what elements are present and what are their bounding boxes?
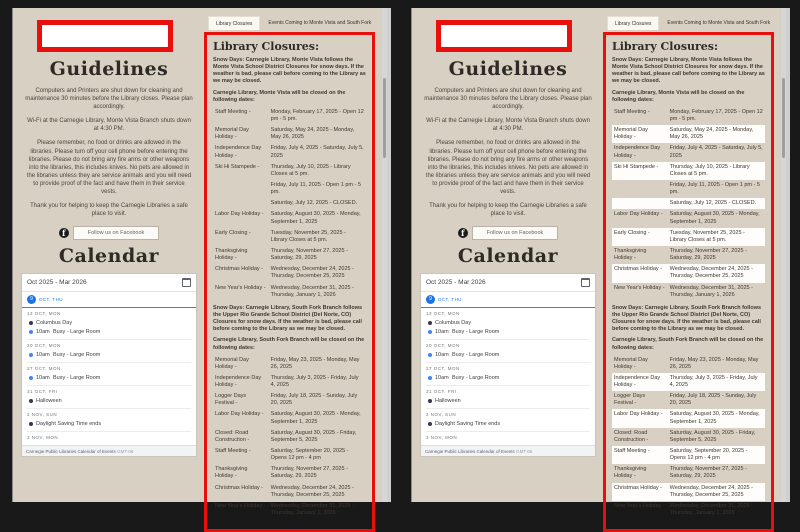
table-row	[213, 373, 366, 391]
guidelines-paragraph: Computers and Printers are shut down for cleaning and maintenance 30 minutes before the Library closes. Please plan accordingly.	[424, 88, 592, 111]
table-row	[213, 355, 366, 373]
calendar-header	[22, 274, 196, 292]
event-dot-icon	[29, 399, 33, 403]
closure-dates: Saturday, July 12, 2025 - CLOSED.	[270, 200, 358, 207]
calendar-footer	[22, 445, 196, 456]
calendar-date-heading: 27 OCT, MON	[426, 366, 460, 372]
follow-facebook-button[interactable]: Follow us on Facebook	[73, 226, 160, 240]
tab-bar	[208, 16, 375, 30]
table-row	[612, 107, 765, 125]
closure-label: New Year's Holiday -	[614, 284, 665, 291]
guidelines-title: Guidelines	[448, 58, 568, 80]
facebook-row	[21, 226, 197, 240]
closure-label: Closed: Road Construction -	[614, 429, 649, 443]
closures-highlight-box	[204, 32, 375, 532]
closure-label: Christmas Holiday -	[614, 266, 662, 273]
closure-label: Christmas Holiday -	[215, 266, 263, 273]
closure-dates: Saturday, August 30, 2025 - Monday, September 1, 2025	[270, 211, 361, 225]
guidelines-column	[420, 12, 596, 494]
closure-label: New Year's Holiday -	[215, 502, 266, 509]
table-row	[612, 162, 765, 180]
calendar-date-heading: 3 NOV, MON	[27, 435, 59, 441]
event-title: Halloween	[36, 397, 62, 404]
table-row	[612, 428, 765, 446]
event-title: Busy - Large Room	[452, 351, 500, 358]
tab-events-coming[interactable]: Events Coming to Monte Vista and South Fork	[667, 20, 771, 26]
table-row	[213, 264, 366, 282]
closure-dates: Thursday, November 27, 2025 - Saturday, 29, 2025	[669, 466, 747, 480]
table-row	[612, 483, 765, 501]
closure-dates: Friday, July 11, 2025 - Open 1 pm - 5 pm.	[270, 181, 361, 196]
calendar-event[interactable]	[426, 318, 590, 327]
closure-label: Thanksgiving Holiday -	[215, 466, 248, 480]
closure-label	[215, 200, 271, 207]
closure-dates: Saturday, August 30, 2025 - Monday, September 1, 2025	[669, 211, 760, 225]
facebook-icon: f	[458, 228, 468, 238]
tab-library-closures[interactable]: Library Closures	[208, 16, 260, 30]
closure-label: Ski Hi Stampede -	[614, 163, 659, 170]
table-row	[213, 209, 366, 227]
table-row	[213, 107, 366, 125]
table-row	[213, 246, 366, 264]
closure-dates: Saturday, August 30, 2025 - Friday, September 5, 2025	[669, 429, 756, 443]
monte-vista-lead: Carnegie Library, Monte Vista will be closed on the following dates:	[612, 89, 745, 103]
calendar-day-group	[426, 363, 590, 386]
event-dot-icon	[428, 330, 432, 334]
closure-label: Independence Day Holiday -	[215, 145, 262, 159]
closure-dates: Saturday, August 30, 2025 - Monday, September 1, 2025	[270, 411, 361, 425]
calendar-day-group	[426, 340, 590, 363]
closure-label: Thanksgiving Holiday -	[215, 247, 248, 262]
calendar-event[interactable]	[426, 396, 590, 405]
closure-dates: Wednesday, December 24, 2025 - Thursday, December 25, 2025	[669, 484, 753, 498]
closure-label: Early Closing -	[215, 229, 251, 236]
table-row	[213, 464, 366, 482]
calendar-title: Calendar	[58, 245, 160, 268]
closure-dates: Saturday, September 20, 2025 - Opens 12 pm - 4 pm	[669, 448, 748, 462]
calendar-timezone: GMT-06	[117, 448, 134, 454]
closure-label: Labor Day Holiday -	[215, 211, 264, 218]
today-badge: 9	[27, 295, 36, 304]
calendar-day-group	[426, 409, 590, 432]
calendar-day-group	[27, 340, 191, 363]
closure-dates: Friday, July 4, 2025 - Saturday, July 5, 2025	[270, 145, 364, 159]
monte-vista-closures-table	[213, 107, 366, 301]
closure-dates: Friday, July 18, 2025 - Sunday, July 20, 2025	[270, 393, 358, 407]
closure-dates: Thursday, July 3, 2025 - Friday, July 4, 2025	[669, 374, 758, 389]
south-fork-lead: Carnegie Library, South Fork Branch will be closed on the following dates:	[213, 337, 365, 351]
closure-label	[614, 182, 670, 196]
closure-label	[614, 200, 670, 207]
guidelines-paragraph: Computers and Printers are shut down for cleaning and maintenance 30 minutes before the Library closes. Please plan accordingly.	[25, 88, 193, 111]
closure-label: Labor Day Holiday -	[215, 411, 264, 418]
table-row	[612, 198, 765, 209]
table-row	[612, 464, 765, 482]
calendar-event-list[interactable]	[22, 308, 196, 445]
event-dot-icon	[29, 321, 33, 325]
closure-label: Early Closing -	[614, 229, 650, 236]
calendar-event[interactable]	[27, 327, 191, 336]
closure-dates: Friday, July 4, 2025 - Saturday, July 5, 2025	[669, 145, 763, 159]
calendar-date-heading: 20 OCT, MON	[27, 343, 61, 349]
calendar-day-group	[27, 363, 191, 386]
calendar-event-list[interactable]	[421, 308, 595, 445]
closure-label: Labor Day Holiday -	[614, 211, 663, 218]
event-dot-icon	[428, 399, 432, 403]
guidelines-paragraph: Please remember, no food or drinks are allowed in the libraries. Please turn off your cell phone before entering the libraries. Please do not bring any fire arms or other weapons into the libraries, this includes knives. No pets are allowed in the libraries unless they are service animals and you will need to provide proof of the fact and have them in their service vests.	[425, 140, 591, 196]
closure-dates: Thursday, November 27, 2025 - Saturday, 29, 2025	[270, 466, 348, 480]
south-fork-snow-days: Snow Days: Carnegie Library, South Fork Branch follows the Upper Rio Grande School District (Del Norte, CO) Closures for snow days. If the weather is bad, please call before coming to the Library as we may be closed.	[213, 304, 363, 333]
closure-label: Closed: Road Construction -	[215, 429, 250, 443]
guidelines-paragraph: Thank you for helping to keep the Carnegie Libraries a safe place to visit.	[429, 203, 587, 218]
monte-vista-snow-days: Snow Days: Carnegie Library, Monte Vista follows the Monte Vista School District Closures for snow days. If the weather is bad, please call before coming to the Library as we may be closed.	[612, 57, 765, 85]
event-time: 10am	[435, 374, 449, 381]
closure-dates: Friday, July 11, 2025 - Open 1 pm - 5 pm.	[669, 181, 760, 196]
guidelines-paragraph: Wi-Fi at the Carnegie Library, Monte Vista Branch shuts down at 4:30 PM.	[27, 118, 191, 133]
calendar-event[interactable]	[27, 396, 191, 405]
table-row	[213, 228, 366, 246]
closure-label: Memorial Day Holiday -	[215, 127, 249, 141]
calendar-date-heading: 20 OCT, MON	[426, 343, 460, 349]
event-title: Columbus Day	[435, 319, 472, 326]
calendar-day-group	[27, 432, 191, 445]
event-title: Daylight Saving Time ends	[36, 420, 102, 427]
guidelines-paragraph: Please remember, no food or drinks are allowed in the libraries. Please turn off your cell phone before entering the libraries. Please do not bring any fire arms or other weapons into the libraries, this includes knives. No pets are allowed in the libraries unless they are service animals and you will need to provide proof of the fact and have them in their service vests.	[26, 140, 192, 196]
calendar-icon[interactable]	[182, 278, 191, 287]
calendar-footer-text: Carnegie Public Libraries Calendar of Events	[26, 448, 116, 454]
event-dot-icon	[428, 321, 432, 325]
south-fork-closures-table	[213, 355, 366, 520]
calendar-event[interactable]	[27, 373, 191, 382]
closure-label: Memorial Day Holiday -	[614, 356, 648, 370]
closure-dates: Thursday, July 3, 2025 - Friday, July 4, 2025	[270, 374, 359, 389]
closure-dates: Wednesday, December 31, 2025 - Thursday, January 1, 2026	[669, 284, 753, 298]
calendar-footer	[421, 445, 595, 456]
guidelines-paragraph: Wi-Fi at the Carnegie Library, Monte Vista Branch shuts down at 4:30 PM.	[426, 118, 590, 133]
table-row	[213, 198, 366, 209]
calendar-date-heading: 31 OCT, FRI	[27, 389, 58, 395]
closure-dates: Tuesday, November 25, 2025 - Library Closes at 5 pm.	[270, 229, 346, 243]
table-row	[213, 409, 366, 427]
table-row	[612, 409, 765, 427]
closure-dates: Saturday, July 12, 2025 - CLOSED.	[669, 200, 757, 207]
closure-dates: Saturday, May 24, 2025 - Monday, May 26, 2025	[270, 127, 355, 141]
calendar-footer-text: Carnegie Public Libraries Calendar of Events	[425, 448, 515, 454]
closure-label: Ski Hi Stampede -	[215, 163, 260, 170]
closure-dates: Wednesday, December 24, 2025 - Thursday, December 25, 2025	[669, 266, 753, 280]
calendar-timezone: GMT-06	[516, 448, 533, 454]
closure-label: Staff Meeting -	[614, 448, 650, 455]
calendar-range: Oct 2025 - Mar 2026	[426, 279, 486, 287]
table-row	[213, 162, 366, 180]
closure-label: Independence Day Holiday -	[614, 374, 661, 389]
redaction-box	[436, 20, 572, 52]
table-row	[213, 501, 366, 519]
closure-label: Staff Meeting -	[614, 108, 650, 115]
calendar-icon[interactable]	[581, 278, 590, 287]
table-row	[612, 125, 765, 143]
calendar-day-group	[27, 409, 191, 432]
event-title: Columbus Day	[36, 319, 73, 326]
closure-dates: Thursday, November 27, 2025 - Saturday, 29, 2025	[270, 247, 348, 262]
event-dot-icon	[29, 330, 33, 334]
closure-label: Memorial Day Holiday -	[614, 127, 648, 141]
tab-library-closures[interactable]: Library Closures	[607, 16, 659, 30]
closure-label: Labor Day Holiday -	[614, 411, 663, 418]
closure-dates: Saturday, May 24, 2025 - Monday, May 26, 2025	[669, 127, 754, 141]
table-row	[213, 180, 366, 198]
tab-bar	[607, 16, 774, 30]
closure-dates: Thursday, July 10, 2025 - Library Closes at 5 pm.	[669, 163, 750, 177]
event-dot-icon	[29, 422, 33, 426]
table-row	[213, 428, 366, 446]
closure-dates: Thursday, November 27, 2025 - Saturday, 29, 2025	[669, 247, 747, 262]
calendar-date-heading: 3 NOV, MON	[426, 435, 458, 441]
calendar-event[interactable]	[426, 350, 590, 359]
table-row	[612, 180, 765, 198]
monte-vista-snow-days: Snow Days: Carnegie Library, Monte Vista follows the Monte Vista School District Closures for snow days. If the weather is bad, please call before coming to the Library as we may be closed.	[213, 57, 366, 85]
guidelines-paragraph: Thank you for helping to keep the Carnegie Libraries a safe place to visit.	[30, 203, 188, 218]
screenshot-panel-right	[411, 8, 790, 517]
calendar-widget[interactable]	[420, 273, 596, 457]
closure-label: Thanksgiving Holiday -	[614, 247, 647, 262]
today-badge: 9	[426, 295, 435, 304]
facebook-icon: f	[59, 228, 69, 238]
calendar-date-heading: 13 OCT, MON	[27, 311, 61, 317]
closure-label: Christmas Holiday -	[614, 484, 662, 491]
closure-label: Logger Days Festival -	[215, 393, 247, 407]
monte-vista-closures-table	[612, 107, 765, 301]
closure-label: Logger Days Festival -	[614, 393, 646, 407]
table-row	[612, 143, 765, 161]
today-label: OCT, THU	[39, 297, 63, 303]
calendar-day-group	[27, 386, 191, 409]
event-dot-icon	[428, 353, 432, 357]
closure-dates: Monday, February 17, 2025 - Open 12 pm - 5 pm.	[669, 108, 763, 122]
tab-events-coming[interactable]: Events Coming to Monte Vista and South Fork	[268, 20, 372, 26]
closure-dates: Wednesday, December 31, 2025 - Thursday, January 1, 2026	[669, 502, 753, 517]
calendar-today-row	[22, 292, 196, 308]
closures-column	[603, 12, 774, 517]
event-title: Halloween	[435, 397, 461, 404]
closure-dates: Thursday, July 10, 2025 - Library Closes at 5 pm.	[270, 163, 351, 177]
table-row	[612, 446, 765, 464]
closure-dates: Monday, February 17, 2025 - Open 12 pm - 5 pm.	[270, 108, 364, 122]
closure-label: Memorial Day Holiday -	[215, 356, 249, 370]
event-time: 10am	[36, 351, 50, 358]
screenshot-panel-left	[12, 8, 391, 517]
guidelines-title: Guidelines	[49, 58, 169, 80]
table-row	[612, 246, 765, 264]
event-title: Busy - Large Room	[53, 374, 101, 381]
table-row	[612, 373, 765, 391]
event-time: 10am	[36, 374, 50, 381]
event-title: Daylight Saving Time ends	[435, 420, 501, 427]
today-label: OCT, THU	[438, 297, 462, 303]
follow-facebook-button[interactable]: Follow us on Facebook	[472, 226, 559, 240]
calendar-date-heading: 27 OCT, MON	[27, 366, 61, 372]
calendar-date-heading: 13 OCT, MON	[426, 311, 460, 317]
event-dot-icon	[428, 376, 432, 380]
calendar-title: Calendar	[457, 245, 559, 268]
table-row	[612, 228, 765, 246]
table-row	[213, 143, 366, 161]
event-time: 10am	[435, 328, 449, 335]
closure-label: Christmas Holiday -	[215, 484, 263, 491]
calendar-today-row	[421, 292, 595, 308]
closure-dates: Tuesday, November 25, 2025 - Library Closes at 5 pm.	[669, 229, 745, 243]
calendar-day-group	[426, 432, 590, 445]
table-row	[612, 501, 765, 519]
event-title: Busy - Large Room	[53, 351, 101, 358]
event-time: 10am	[435, 351, 449, 358]
closure-dates: Wednesday, December 31, 2025 - Thursday, January 1, 2026	[270, 502, 354, 517]
calendar-date-heading: 2 NOV, SUN	[426, 412, 457, 418]
closures-title: Library Closures:	[612, 40, 719, 53]
table-row	[213, 446, 366, 464]
table-row	[612, 283, 765, 301]
monte-vista-lead: Carnegie Library, Monte Vista will be closed on the following dates:	[213, 89, 346, 103]
event-title: Busy - Large Room	[452, 328, 500, 335]
table-row	[612, 264, 765, 282]
redaction-box	[37, 20, 173, 52]
event-time: 10am	[36, 328, 50, 335]
closure-label: Independence Day Holiday -	[614, 145, 661, 159]
calendar-date-heading: 2 NOV, SUN	[27, 412, 58, 418]
calendar-widget[interactable]	[21, 273, 197, 457]
closures-title: Library Closures:	[213, 40, 320, 53]
calendar-range: Oct 2025 - Mar 2026	[27, 279, 87, 287]
calendar-event[interactable]	[27, 350, 191, 359]
table-row	[612, 391, 765, 409]
closure-dates: Wednesday, December 31, 2025 - Thursday, January 1, 2026	[270, 284, 354, 298]
calendar-event[interactable]	[426, 327, 590, 336]
closure-dates: Friday, July 18, 2025 - Sunday, July 20, 2025	[669, 393, 757, 407]
calendar-day-group	[426, 386, 590, 409]
closure-label: New Year's Holiday -	[614, 502, 665, 509]
closure-label: Staff Meeting -	[215, 108, 251, 115]
south-fork-snow-days: Snow Days: Carnegie Library, South Fork Branch follows the Upper Rio Grande School District (Del Norte, CO) Closures for snow days. If the weather is bad, please call before coming to the Library as we may be closed.	[612, 304, 762, 333]
calendar-event[interactable]	[27, 318, 191, 327]
closure-dates: Wednesday, December 24, 2025 - Thursday, December 25, 2025	[270, 266, 354, 280]
calendar-event[interactable]	[27, 419, 191, 428]
event-title: Busy - Large Room	[53, 328, 101, 335]
closure-label: Independence Day Holiday -	[215, 374, 262, 389]
event-dot-icon	[29, 376, 33, 380]
calendar-event[interactable]	[426, 419, 590, 428]
closure-label: Staff Meeting -	[215, 448, 251, 455]
closure-dates: Wednesday, December 24, 2025 - Thursday, December 25, 2025	[270, 484, 354, 498]
calendar-header	[421, 274, 595, 292]
event-dot-icon	[29, 353, 33, 357]
closure-label: Thanksgiving Holiday -	[614, 466, 647, 480]
south-fork-closures-table	[612, 355, 765, 520]
closure-label: New Year's Holiday -	[215, 284, 266, 291]
event-dot-icon	[428, 422, 432, 426]
calendar-event[interactable]	[426, 373, 590, 382]
table-row	[612, 209, 765, 227]
calendar-day-group	[27, 308, 191, 340]
closure-label	[215, 182, 271, 196]
scrollbar[interactable]	[781, 8, 786, 502]
closure-dates: Friday, May 23, 2025 - Monday, May 26, 2025	[669, 356, 759, 370]
scrollbar[interactable]	[382, 8, 387, 502]
event-title: Busy - Large Room	[452, 374, 500, 381]
calendar-date-heading: 31 OCT, FRI	[426, 389, 457, 395]
table-row	[213, 283, 366, 301]
table-row	[612, 355, 765, 373]
table-row	[213, 483, 366, 501]
closures-highlight-box	[603, 32, 774, 532]
closures-column	[204, 12, 375, 517]
closure-dates: Saturday, August 30, 2025 - Friday, September 5, 2025	[270, 429, 357, 443]
south-fork-lead: Carnegie Library, South Fork Branch will be closed on the following dates:	[612, 337, 764, 351]
table-row	[213, 391, 366, 409]
guidelines-column	[21, 12, 197, 494]
table-row	[213, 125, 366, 143]
closure-dates: Saturday, September 20, 2025 - Opens 12 pm - 4 pm	[270, 448, 349, 462]
closure-dates: Saturday, August 30, 2025 - Monday, September 1, 2025	[669, 411, 760, 425]
calendar-day-group	[426, 308, 590, 340]
facebook-row	[420, 226, 596, 240]
closure-dates: Friday, May 23, 2025 - Monday, May 26, 2025	[270, 356, 360, 370]
